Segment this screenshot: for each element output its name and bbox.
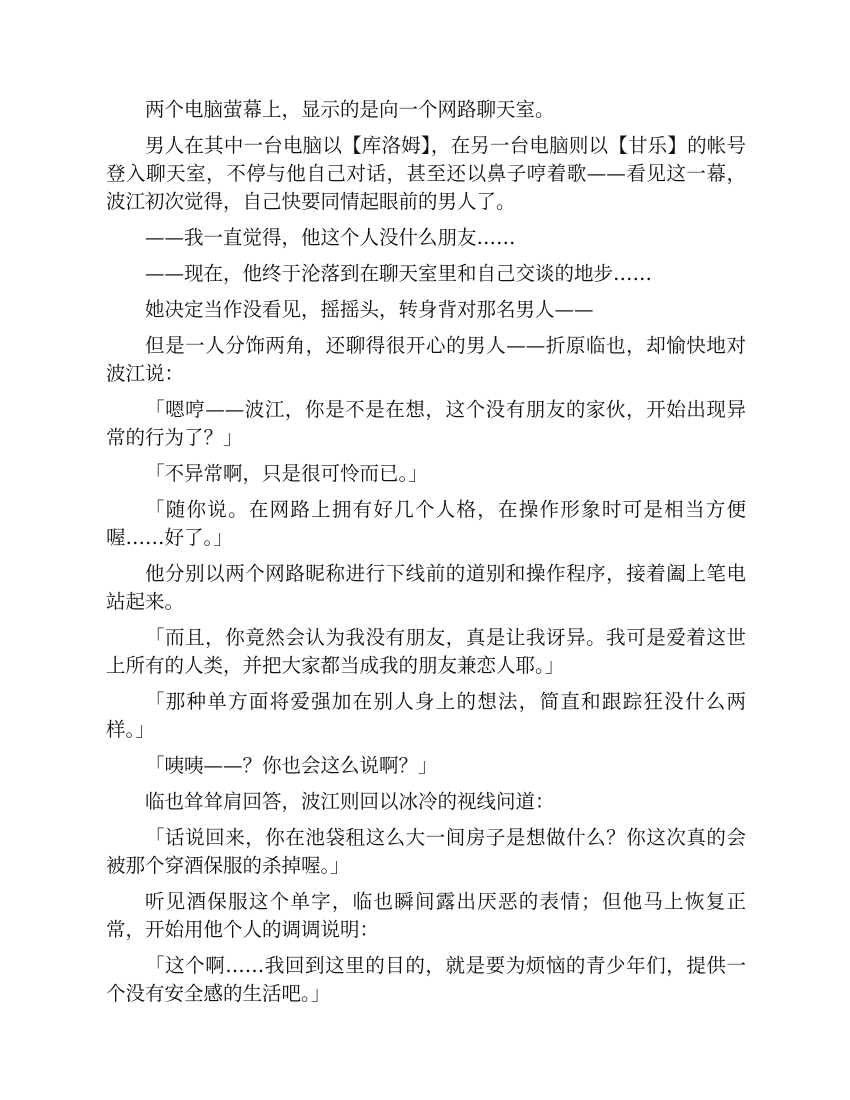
paragraph: 「不异常啊，只是很可怜而已。」	[145, 462, 428, 485]
paragraph: 「话说回来，你在池袋租这么大一间房子是想做什么？你这次真的会被那个穿酒保服的杀掉喔。」	[106, 826, 746, 877]
paragraph: 两个电脑萤幕上，显示的是向一个网路聊天室。	[145, 98, 555, 121]
paragraph: 临也耸耸肩回答，波江则回以冰冷的视线问道：	[145, 790, 555, 813]
paragraph: 「嗯哼——波江，你是不是在想，这个没有朋友的家伙，开始出现异常的行为了？」	[106, 398, 746, 449]
paragraph: ——现在，他终于沦落到在聊天室里和自己交谈的地步……	[145, 262, 653, 285]
paragraph: ——我一直觉得，他这个人没什么朋友……	[145, 226, 516, 249]
paragraph: 「咦咦——？你也会这么说啊？」	[145, 754, 438, 777]
paragraph: 听见酒保服这个单字，临也瞬间露出厌恶的表情；但他马上恢复正常，开始用他个人的调调说明：	[106, 890, 746, 941]
paragraph: 她决定当作没看见，摇摇头，转身背对那名男人——	[145, 298, 594, 321]
paragraph: 男人在其中一台电脑以【库洛姆】，在另一台电脑则以【甘乐】的帐号登入聊天室，不停与他自己对话，甚至还以鼻子哼着歌——看见这一幕，波江初次觉得，自己快要同情起眼前的男人了。	[106, 134, 746, 213]
paragraph: 「这个啊……我回到这里的目的，就是要为烦恼的青少年们，提供一个没有安全感的生活吧。」	[106, 954, 746, 1005]
paragraph: 但是一人分饰两角，还聊得很开心的男人——折原临也，却愉快地对波江说：	[106, 334, 746, 385]
paragraph: 他分别以两个网路昵称进行下线前的道别和操作程序，接着阖上笔电站起来。	[106, 562, 746, 613]
paragraph: 「那种单方面将爱强加在别人身上的想法，简直和跟踪狂没什么两样。」	[106, 690, 746, 741]
body-text	[106, 96, 746, 1016]
paragraph: 「而且，你竟然会认为我没有朋友，真是让我讶异。我可是爱着这世上所有的人类，并把大家都当成我的朋友兼恋人耶。」	[106, 626, 746, 677]
paragraph: 「随你说。在网路上拥有好几个人格，在操作形象时可是相当方便喔……好了。」	[106, 498, 746, 549]
